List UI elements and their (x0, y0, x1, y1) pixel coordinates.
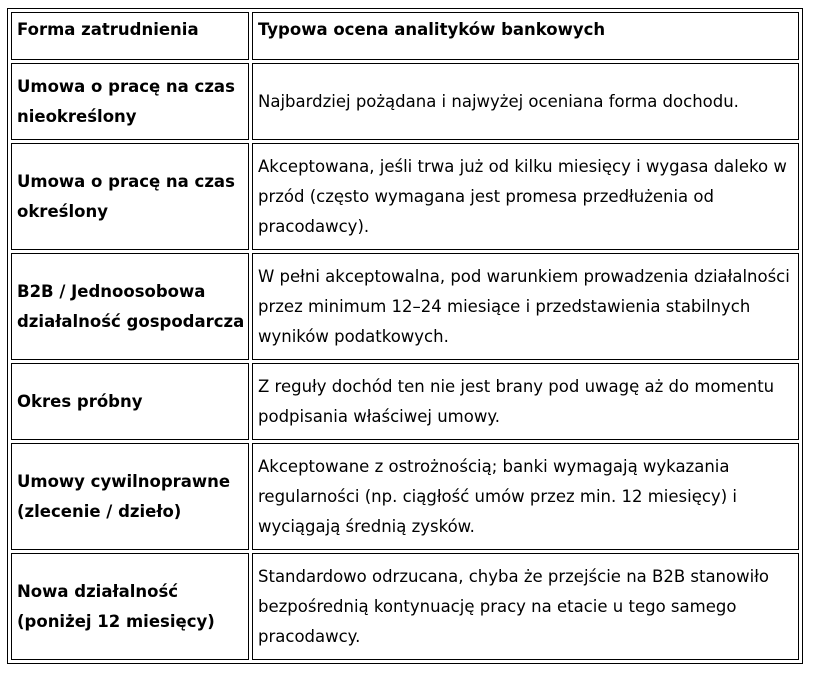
table-row (11, 143, 799, 250)
cell-employment-form: Umowa o pracę na czas nieokreślony (11, 63, 249, 140)
table-row (11, 63, 799, 140)
cell-employment-form: Okres próbny (11, 363, 249, 440)
cell-bank-assessment: Akceptowana, jeśli trwa już od kilku miesięcy i wygasa daleko w przód (często wymagana jest promesa przedłużenia od pracodawcy). (252, 143, 799, 250)
cell-bank-assessment: Najbardziej pożądana i najwyżej oceniana forma dochodu. (252, 63, 799, 140)
employment-table (7, 8, 803, 664)
cell-bank-assessment: Z reguły dochód ten nie jest brany pod uwagę aż do momentu podpisania właściwej umowy. (252, 363, 799, 440)
table-row (11, 553, 799, 660)
cell-employment-form: B2B / Jednoosobowa działalność gospodarcza (11, 253, 249, 360)
table-row (11, 443, 799, 550)
header-employment-form: Forma zatrudnienia (11, 12, 249, 60)
table-header-row (11, 12, 799, 60)
cell-employment-form: Umowa o pracę na czas określony (11, 143, 249, 250)
cell-bank-assessment: W pełni akceptowalna, pod warunkiem prowadzenia działalności przez minimum 12–24 miesiące i przedstawienia stabilnych wyników podatkowych. (252, 253, 799, 360)
cell-employment-form: Nowa działalność (poniżej 12 miesięcy) (11, 553, 249, 660)
cell-employment-form: Umowy cywilnoprawne (zlecenie / dzieło) (11, 443, 249, 550)
header-bank-assessment: Typowa ocena analityków bankowych (252, 12, 799, 60)
table-row (11, 363, 799, 440)
employment-table-grid (8, 9, 802, 663)
cell-bank-assessment: Standardowo odrzucana, chyba że przejście na B2B stanowiło bezpośrednią kontynuację pracy na etacie u tego samego pracodawcy. (252, 553, 799, 660)
table-row (11, 253, 799, 360)
cell-bank-assessment: Akceptowane z ostrożnością; banki wymagają wykazania regularności (np. ciągłość umów przez min. 12 miesięcy) i wyciągają średnią zysków. (252, 443, 799, 550)
